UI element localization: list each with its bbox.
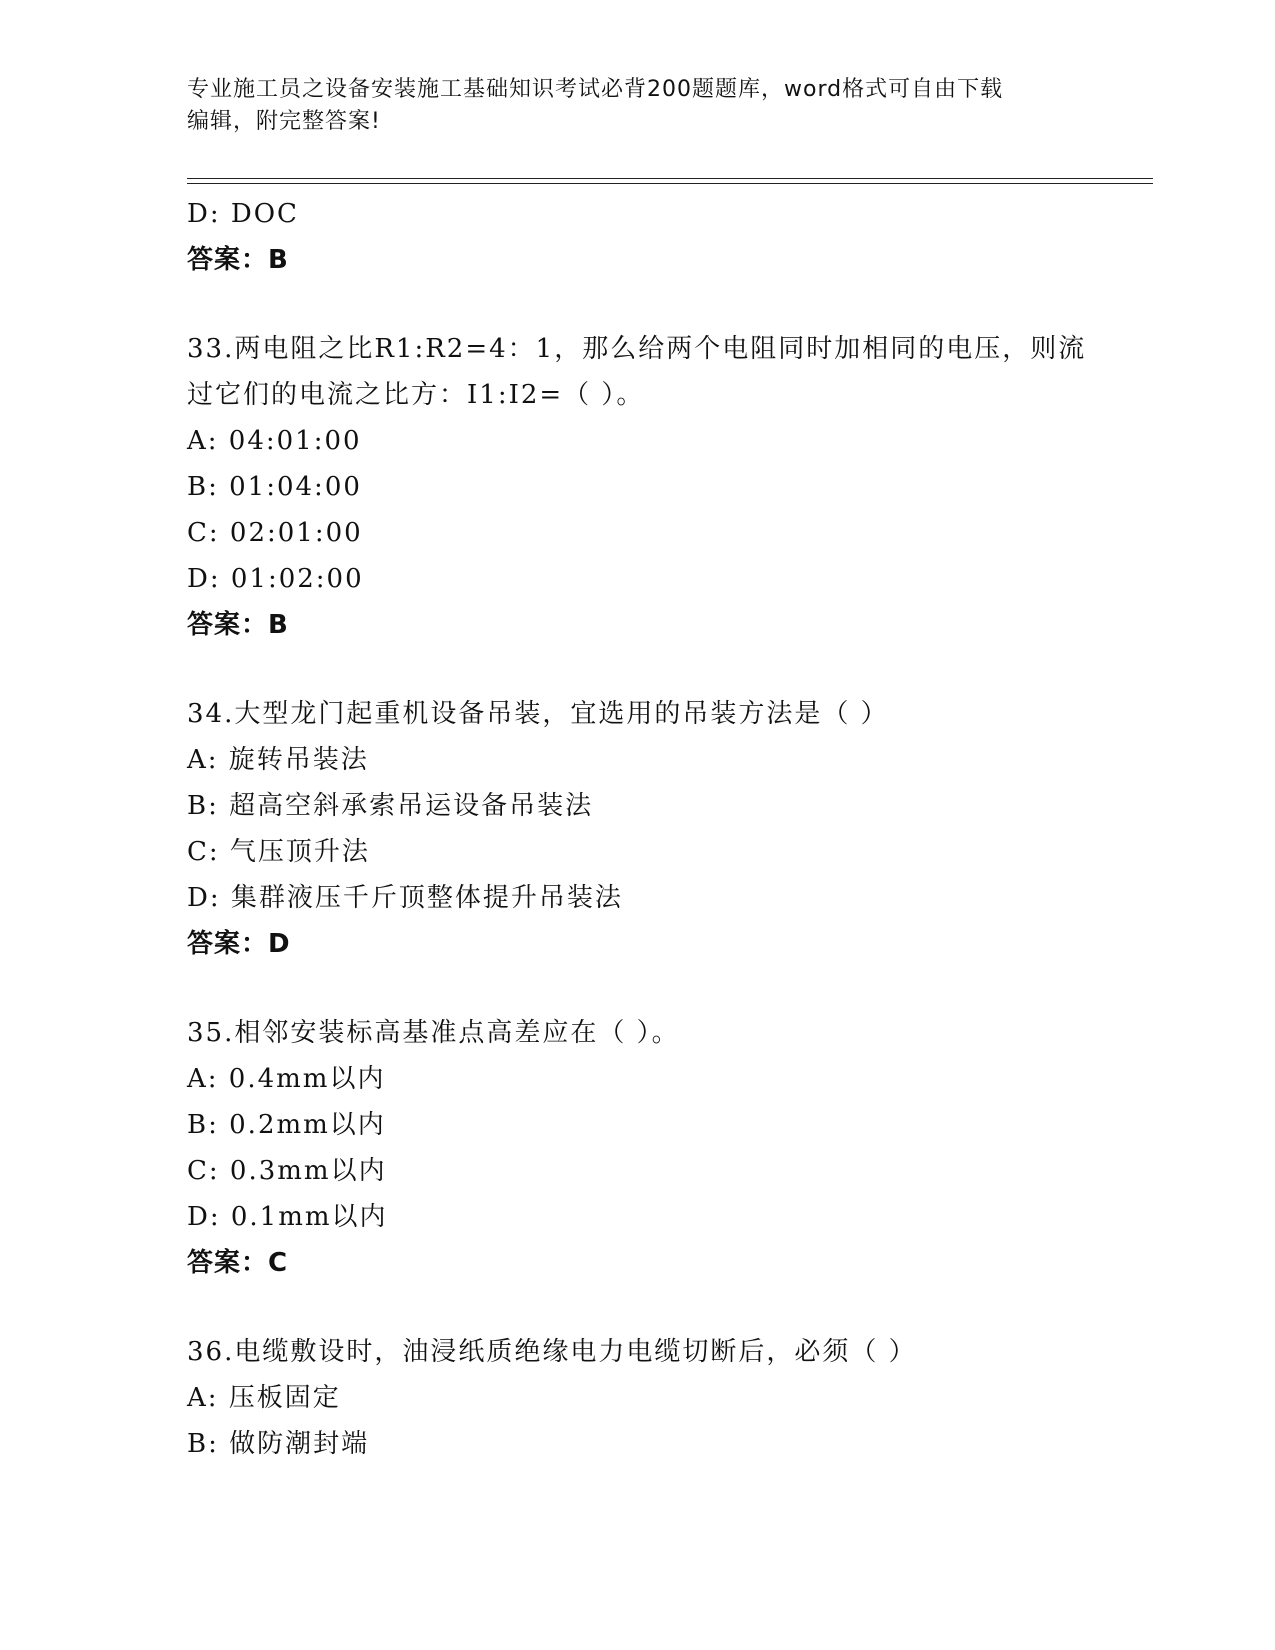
option-a: A: 04:01:00 (187, 426, 362, 456)
option-c: C: 0.3mm以内 (187, 1156, 387, 1186)
question-stem-line: 35.相邻安装标高基准点高差应在（ ）。 (187, 1018, 680, 1048)
question-stem-line: 34.大型龙门起重机设备吊装，宜选用的吊装方法是（ ） (187, 699, 889, 729)
option-c: C: 02:01:00 (187, 518, 363, 548)
header-line-1: 专业施工员之设备安装施工基础知识考试必背200题题库，word格式可自由下载 (187, 77, 1004, 102)
option-d: D: 0.1mm以内 (187, 1202, 388, 1232)
option-a: A: 旋转吊装法 (187, 745, 369, 775)
spacer (187, 283, 1153, 326)
question-stem-line: 过它们的电流之比方：I1:I2=（ ）。 (187, 380, 645, 410)
question-stem-line: 33.两电阻之比R1:R2=4：1，那么给两个电阻同时加相同的电压，则流 (187, 334, 1087, 364)
spacer (187, 967, 1153, 1010)
header-divider-bottom (187, 183, 1153, 184)
option-a: A: 压板固定 (187, 1383, 341, 1413)
header-divider-top (187, 178, 1153, 179)
option-d: D: DOC (187, 199, 299, 229)
option-b: B: 做防潮封端 (187, 1429, 370, 1459)
option-d: D: 01:02:00 (187, 564, 364, 594)
header-line-2: 编辑，附完整答案! (187, 109, 381, 134)
option-b: B: 01:04:00 (187, 472, 362, 502)
option-d: D: 集群液压千斤顶整体提升吊装法 (187, 883, 623, 913)
question-34 (187, 691, 1153, 967)
answer-line: 答案：B (187, 245, 289, 275)
document-header (187, 74, 1067, 138)
spacer (187, 648, 1153, 691)
question-36 (187, 1329, 1153, 1467)
question-list (187, 191, 1153, 1467)
answer-line: 答案：C (187, 1248, 289, 1278)
question-35 (187, 1010, 1153, 1286)
question-stem-line: 36.电缆敷设时，油浸纸质绝缘电力电缆切断后，必须（ ） (187, 1337, 917, 1367)
option-c: C: 气压顶升法 (187, 837, 370, 867)
answer-line: 答案：B (187, 610, 289, 640)
option-a: A: 0.4mm以内 (187, 1064, 386, 1094)
spacer (187, 1286, 1153, 1329)
answer-line: 答案：D (187, 929, 291, 959)
question-33 (187, 326, 1153, 648)
option-b: B: 0.2mm以内 (187, 1110, 386, 1140)
previous-question-tail (187, 191, 1153, 283)
option-b: B: 超高空斜承索吊运设备吊装法 (187, 791, 594, 821)
